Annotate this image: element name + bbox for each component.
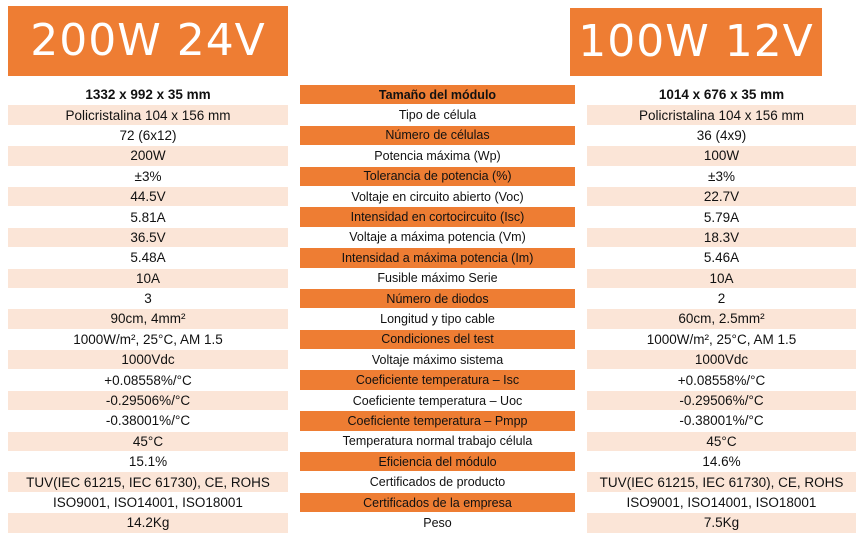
spec-value-200w: ±3% xyxy=(8,167,288,187)
column-gap xyxy=(575,452,587,472)
spec-table xyxy=(8,85,856,534)
column-gap xyxy=(575,309,587,329)
spec-label: Potencia máxima (Wp) xyxy=(300,146,575,166)
spec-value-200w: 1000Vdc xyxy=(8,350,288,370)
spec-value-200w: 36.5V xyxy=(8,228,288,248)
spec-value-200w: -0.29506%/°C xyxy=(8,391,288,411)
spec-label: Voltaje en circuito abierto (Voc) xyxy=(300,187,575,207)
spec-value-200w: Policristalina 104 x 156 mm xyxy=(8,105,288,125)
column-gap xyxy=(575,493,587,513)
spec-label: Coeficiente temperatura – Isc xyxy=(300,370,575,390)
spec-value-200w: 10A xyxy=(8,269,288,289)
spec-label: Intensidad en cortocircuito (Isc) xyxy=(300,207,575,227)
spec-label: Condiciones del test xyxy=(300,330,575,350)
column-gap xyxy=(288,269,300,289)
spec-value-200w: 200W xyxy=(8,146,288,166)
spec-label: Certificados de la empresa xyxy=(300,493,575,513)
column-gap xyxy=(575,105,587,125)
column-gap xyxy=(575,248,587,268)
spec-label: Coeficiente temperatura – Uoc xyxy=(300,391,575,411)
spec-value-100w: 1014 x 676 x 35 mm xyxy=(587,85,856,105)
column-gap xyxy=(575,126,587,146)
column-gap xyxy=(575,330,587,350)
column-gap xyxy=(288,350,300,370)
column-gap xyxy=(288,309,300,329)
spec-label: Peso xyxy=(300,513,575,533)
spec-label: Número de diodos xyxy=(300,289,575,309)
spec-value-200w: TUV(IEC 61215, IEC 61730), CE, ROHS xyxy=(8,472,288,492)
spec-value-200w: 44.5V xyxy=(8,187,288,207)
spec-value-100w: 36 (4x9) xyxy=(587,126,856,146)
column-gap xyxy=(575,187,587,207)
spec-value-200w: 3 xyxy=(8,289,288,309)
column-gap xyxy=(288,167,300,187)
column-gap xyxy=(288,391,300,411)
spec-label: Eficiencia del módulo xyxy=(300,452,575,472)
column-gap xyxy=(575,146,587,166)
spec-label: Número de células xyxy=(300,126,575,146)
spec-value-200w: 1000W/m², 25°C, AM 1.5 xyxy=(8,330,288,350)
column-gap xyxy=(575,167,587,187)
spec-value-100w: 60cm, 2.5mm² xyxy=(587,309,856,329)
column-gap xyxy=(575,269,587,289)
spec-value-100w: TUV(IEC 61215, IEC 61730), CE, ROHS xyxy=(587,472,856,492)
column-gap xyxy=(288,289,300,309)
spec-value-100w: 14.6% xyxy=(587,452,856,472)
title-badge-100w xyxy=(570,8,822,76)
spec-value-200w: 90cm, 4mm² xyxy=(8,309,288,329)
column-gap xyxy=(288,228,300,248)
column-gap xyxy=(575,432,587,452)
spec-value-100w: 100W xyxy=(587,146,856,166)
spec-value-100w: -0.29506%/°C xyxy=(587,391,856,411)
column-gap xyxy=(575,207,587,227)
column-gap xyxy=(575,513,587,533)
spec-value-200w: 15.1% xyxy=(8,452,288,472)
column-gap xyxy=(575,370,587,390)
spec-value-100w: 1000Vdc xyxy=(587,350,856,370)
spec-value-100w: 7.5Kg xyxy=(587,513,856,533)
column-gap xyxy=(575,350,587,370)
column-gap xyxy=(288,432,300,452)
spec-label: Tamaño del módulo xyxy=(300,85,575,105)
column-gap xyxy=(288,513,300,533)
spec-label: Voltaje a máxima potencia (Vm) xyxy=(300,228,575,248)
spec-value-100w: 1000W/m², 25°C, AM 1.5 xyxy=(587,330,856,350)
title-badge-200w xyxy=(8,6,288,76)
column-gap xyxy=(575,228,587,248)
column-gap xyxy=(288,370,300,390)
column-gap xyxy=(288,330,300,350)
spec-label: Tipo de célula xyxy=(300,105,575,125)
spec-value-100w: 22.7V xyxy=(587,187,856,207)
column-gap xyxy=(575,85,587,105)
spec-value-100w: ±3% xyxy=(587,167,856,187)
spec-value-200w: 5.81A xyxy=(8,207,288,227)
spec-label: Certificados de producto xyxy=(300,472,575,492)
column-gap xyxy=(288,146,300,166)
spec-value-200w: 45°C xyxy=(8,432,288,452)
spec-value-200w: 5.48A xyxy=(8,248,288,268)
spec-value-100w: -0.38001%/°C xyxy=(587,411,856,431)
spec-label: Intensidad a máxima potencia (Im) xyxy=(300,248,575,268)
spec-label: Coeficiente temperatura – Pmpp xyxy=(300,411,575,431)
column-gap xyxy=(288,85,300,105)
spec-value-100w: 2 xyxy=(587,289,856,309)
spec-value-100w: 5.79A xyxy=(587,207,856,227)
column-gap xyxy=(288,493,300,513)
title-100w-12v: 100W 12V xyxy=(578,16,814,67)
column-gap xyxy=(288,411,300,431)
title-200w-24v: 200W 24V xyxy=(30,15,266,66)
spec-value-100w: 45°C xyxy=(587,432,856,452)
column-gap xyxy=(288,126,300,146)
column-gap xyxy=(288,472,300,492)
column-gap xyxy=(575,411,587,431)
spec-value-100w: Policristalina 104 x 156 mm xyxy=(587,105,856,125)
column-gap xyxy=(288,105,300,125)
column-gap xyxy=(575,391,587,411)
spec-label: Longitud y tipo cable xyxy=(300,309,575,329)
column-gap xyxy=(575,472,587,492)
spec-value-200w: 14.2Kg xyxy=(8,513,288,533)
column-gap xyxy=(575,289,587,309)
spec-label: Tolerancia de potencia (%) xyxy=(300,167,575,187)
spec-value-200w: +0.08558%/°C xyxy=(8,370,288,390)
spec-label: Fusible máximo Serie xyxy=(300,269,575,289)
spec-value-100w: ISO9001, ISO14001, ISO18001 xyxy=(587,493,856,513)
spec-value-100w: 18.3V xyxy=(587,228,856,248)
column-gap xyxy=(288,248,300,268)
column-gap xyxy=(288,452,300,472)
spec-value-100w: 10A xyxy=(587,269,856,289)
spec-value-200w: ISO9001, ISO14001, ISO18001 xyxy=(8,493,288,513)
spec-value-100w: 5.46A xyxy=(587,248,856,268)
column-gap xyxy=(288,207,300,227)
spec-value-100w: +0.08558%/°C xyxy=(587,370,856,390)
spec-value-200w: -0.38001%/°C xyxy=(8,411,288,431)
spec-label: Voltaje máximo sistema xyxy=(300,350,575,370)
spec-label: Temperatura normal trabajo célula xyxy=(300,432,575,452)
spec-value-200w: 72 (6x12) xyxy=(8,126,288,146)
spec-value-200w: 1332 x 992 x 35 mm xyxy=(8,85,288,105)
column-gap xyxy=(288,187,300,207)
